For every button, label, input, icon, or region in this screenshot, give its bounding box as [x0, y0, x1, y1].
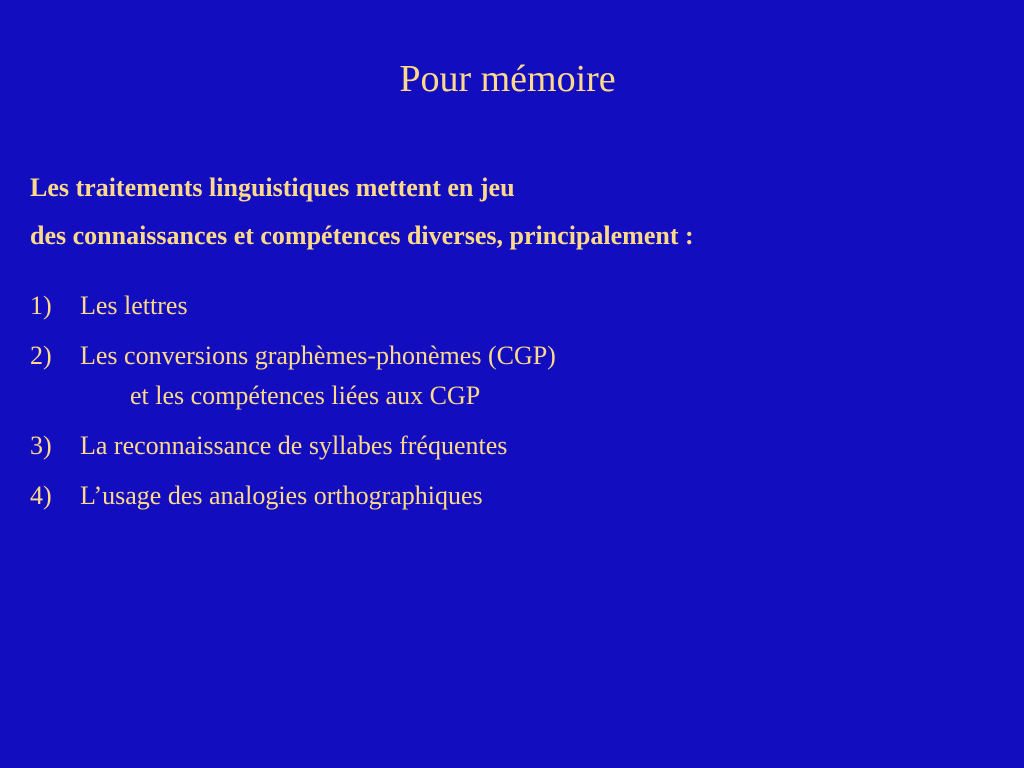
intro-paragraph: [30, 164, 694, 260]
list-item-text: La reconnaissance de syllabes fréquentes: [80, 431, 508, 460]
list-item-text: Les lettres: [80, 291, 188, 320]
slide-title: Pour mémoire: [399, 58, 616, 100]
numbered-list: [30, 286, 990, 526]
list-item-number: 2): [30, 341, 52, 370]
list-item-subtext: et les compétences liées aux CGP: [130, 381, 481, 410]
list-item: [30, 286, 990, 326]
list-item-number: 4): [30, 481, 52, 510]
intro-line-2: des connaissances et compétences diverses, principalement :: [30, 221, 694, 250]
list-item: [30, 426, 990, 466]
intro-line-1: Les traitements linguistiques mettent en jeu: [30, 173, 515, 202]
list-item: [30, 336, 990, 416]
list-item-number: 3): [30, 431, 52, 460]
list-item-text: L’usage des analogies orthographiques: [80, 481, 483, 510]
list-item-text: Les conversions graphèmes-phonèmes (CGP): [80, 341, 556, 370]
list-item-number: 1): [30, 291, 52, 320]
list-item: [30, 476, 990, 516]
